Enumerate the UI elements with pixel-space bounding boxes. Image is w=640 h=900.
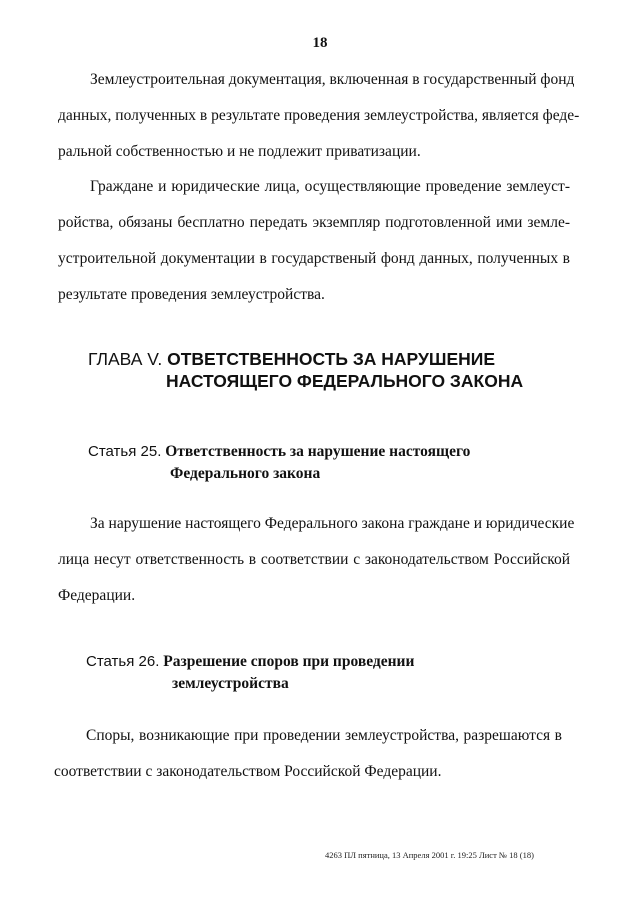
page-number: 18 <box>312 35 328 51</box>
paragraph-citizens-obligation <box>58 169 570 313</box>
paragraph-fund-documentation <box>58 62 580 170</box>
chapter-number: ГЛАВА V. <box>88 349 163 369</box>
text-line: Федерации. <box>58 587 136 604</box>
article-26-heading <box>86 651 414 695</box>
article-25-text <box>58 506 575 614</box>
footer-print-info: 4263 ПЛ пятница, 13 Апреля 2001 г. 19:25 Лист № 18 (18) <box>325 850 534 860</box>
article-26-title-line2: землеустройства <box>172 675 289 692</box>
article-25-label: Статья 25. <box>88 443 162 460</box>
chapter-title-line2: НАСТОЯЩЕГО ФЕДЕРАЛЬНОГО ЗАКОНА <box>166 371 524 391</box>
text-line: устроительной документации в государственый фонд данных, полученных в <box>58 250 570 267</box>
text-line: Землеустроительная документация, включенная в государственный фонд <box>90 71 575 88</box>
article-25-title-line2: Федерального закона <box>170 465 321 482</box>
text-line: ральной собственностью и не подлежит приватизации. <box>58 143 421 160</box>
article-26-label: Статья 26. <box>86 653 160 670</box>
text-line: Граждане и юридические лица, осуществляющие проведение землеуст- <box>90 178 570 195</box>
article-26-text <box>54 718 562 790</box>
text-line: ройства, обязаны бесплатно передать экземпляр подготовленной ими земле- <box>58 214 570 231</box>
article-26-title-line1: Разрешение споров при проведении <box>163 653 415 670</box>
article-25-heading <box>88 441 470 485</box>
text-line: соответствии с законодательством Российской Федерации. <box>54 763 442 780</box>
text-line: данных, полученных в результате проведения землеустройства, является феде- <box>58 107 580 124</box>
text-line: лица несут ответственность в соответствии с законодательством Российской <box>58 551 570 568</box>
text-line: За нарушение настоящего Федерального закона граждане и юридические <box>90 515 575 532</box>
text-line: результате проведения землеустройства. <box>58 286 325 303</box>
chapter-heading <box>88 348 523 392</box>
chapter-title-line1: ОТВЕТСТВЕННОСТЬ ЗА НАРУШЕНИЕ <box>167 349 496 369</box>
text-line: Споры, возникающие при проведении землеустройства, разрешаются в <box>86 727 562 744</box>
article-25-title-line1: Ответственность за нарушение настоящего <box>165 443 471 460</box>
